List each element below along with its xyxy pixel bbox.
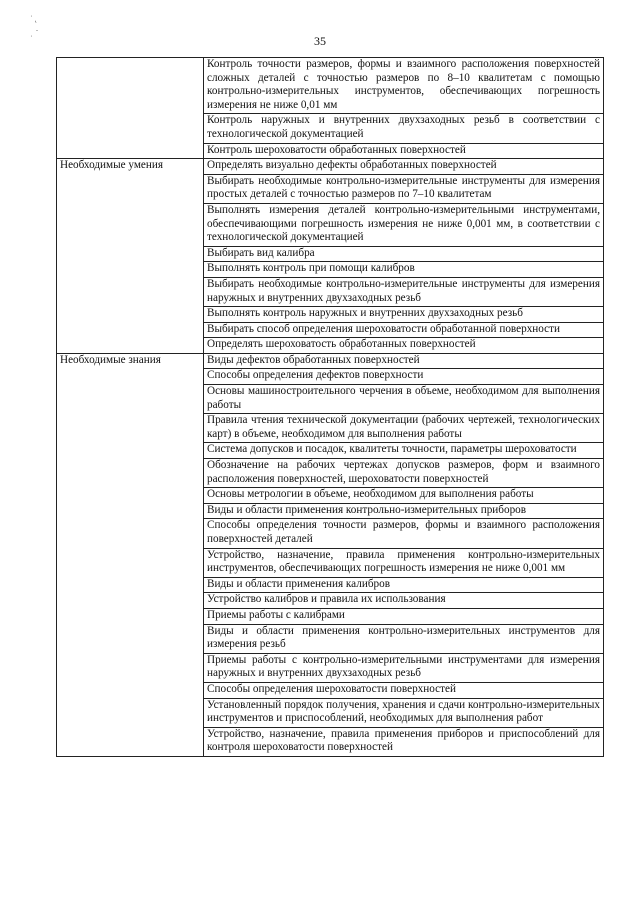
requirement-item: Приемы работы с контрольно-измерительными инструментами для измерения наружных и внутренних двухзаходных резьб — [204, 653, 604, 682]
table-row — [57, 159, 604, 175]
requirement-item: Виды и области применения калибров — [204, 577, 604, 593]
requirement-item: Обозначение на рабочих чертежах допусков размеров, форм и взаимного расположения поверхностей, шероховатости поверхностей — [204, 459, 604, 488]
requirement-item: Устройство, назначение, правила применения контрольно-измерительных инструментов, обеспечивающих погрешность измерения не ниже 0,001 мм — [204, 548, 604, 577]
requirement-item: Приемы работы с калибрами — [204, 608, 604, 624]
requirement-item: Выполнять контроль при помощи калибров — [204, 262, 604, 278]
table-row — [57, 353, 604, 369]
requirement-item: Виды и области применения контрольно-измерительных инструментов для измерения резьб — [204, 624, 604, 653]
requirement-item: Способы определения дефектов поверхности — [204, 369, 604, 385]
requirement-item: Контроль наружных и внутренних двухзаходных резьб в соответствии с технологической документацией — [204, 114, 604, 143]
requirement-item: Способы определения точности размеров, формы и взаимного расположения поверхностей деталей — [204, 519, 604, 548]
requirement-item: Основы метрологии в объеме, необходимом для выполнения работы — [204, 488, 604, 504]
section-label: Необходимые умения — [57, 159, 204, 354]
requirement-item: Виды дефектов обработанных поверхностей — [204, 353, 604, 369]
requirement-item: Способы определения шероховатости поверхностей — [204, 682, 604, 698]
requirement-item: Система допусков и посадок, квалитеты точности, параметры шероховатости — [204, 443, 604, 459]
requirement-item: Устройство калибров и правила их использования — [204, 593, 604, 609]
requirement-item: Выбирать способ определения шероховатости обработанной поверхности — [204, 322, 604, 338]
requirement-item: Определять визуально дефекты обработанных поверхностей — [204, 159, 604, 175]
requirement-item: Выбирать вид калибра — [204, 246, 604, 262]
requirement-item: Выполнять контроль наружных и внутренних двухзаходных резьб — [204, 307, 604, 323]
requirement-item: Контроль точности размеров, формы и взаимного расположения поверхностей сложных деталей с точностью размеров по 8–10 квалитетам с помощью контрольно-измерительных инструментов, обеспечивающих погрешность измерения не ниже 0,01 мм — [204, 58, 604, 114]
section-label: Необходимые знания — [57, 353, 204, 756]
table-row — [57, 58, 604, 114]
requirement-item: Выполнять измерения деталей контрольно-измерительными инструментами, обеспечивающими погрешность измерения не ниже 0,001 мм, в соответствии с технологической документацией — [204, 203, 604, 246]
requirements-table — [56, 57, 604, 757]
page-number: 35 — [314, 34, 326, 48]
scan-specks: ˙ ˛ . ˙ — [30, 14, 38, 43]
requirement-item: Контроль шероховатости обработанных поверхностей — [204, 143, 604, 159]
requirement-item: Установленный порядок получения, хранения и сдачи контрольно-измерительных инструментов и приспособлений, необходимых для выполнения работ — [204, 698, 604, 727]
requirement-item: Выбирать необходимые контрольно-измерительные инструменты для измерения наружных и внутренних двухзаходных резьб — [204, 277, 604, 306]
requirement-item: Устройство, назначение, правила применения приборов и приспособлений для контроля шероховатости поверхностей — [204, 727, 604, 756]
requirement-item: Выбирать необходимые контрольно-измерительные инструменты для измерения простых деталей с точностью размеров по 7–10 квалитетам — [204, 174, 604, 203]
requirement-item: Определять шероховатость обработанных поверхностей — [204, 338, 604, 354]
requirement-item: Виды и области применения контрольно-измерительных приборов — [204, 503, 604, 519]
requirement-item: Основы машиностроительного черчения в объеме, необходимом для выполнения работы — [204, 385, 604, 414]
section-label — [57, 58, 204, 159]
requirement-item: Правила чтения технической документации (рабочих чертежей, технологических карт) в объеме, необходимом для выполнения работы — [204, 414, 604, 443]
